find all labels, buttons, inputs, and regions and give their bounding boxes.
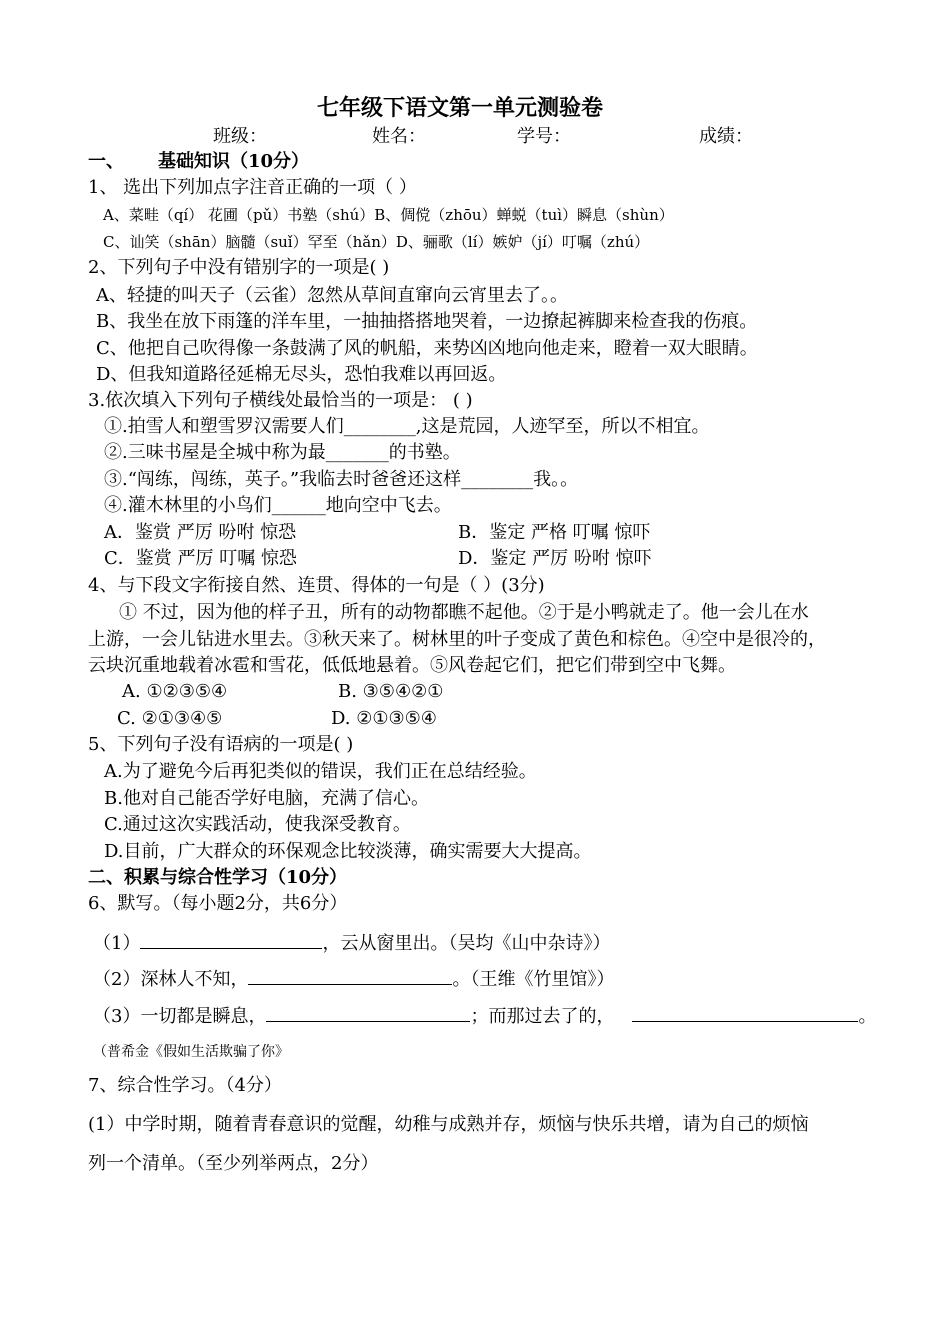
section-2-title: 二、积累与综合性学习（10分） — [88, 867, 348, 888]
question-4-option-d: D. ②①③⑤④ — [331, 708, 437, 729]
section-number: 一、 — [88, 151, 124, 172]
question-3-sentence-4: ④.灌木林里的小鸟们______地向空中飞去。 — [104, 495, 452, 516]
question-1-options-ab: A、菜畦（qí） 花圃（pǔ）书塾（shú）B、倜傥（zhōu）蝉蜕（tuì）瞬息（shùn） — [103, 206, 674, 224]
question-4-passage-line-2: 上游，一会儿钻进水里去。③秋天来了。树林里的叶子变成了黄色和棕色。④空中是很冷的， — [88, 629, 826, 650]
question-4-passage-line-1: ① 不过，因为他的样子丑，所有的动物都瞧不起他。②于是小鸭就走了。他一会儿在水 — [119, 602, 809, 623]
question-6-line-1-suffix: ，云从窗里出。（吴均《山中杂诗》） — [322, 933, 611, 954]
question-5-option-c: C.通过这次实践活动，使我深受教育。 — [104, 814, 411, 835]
name-label: 姓名： — [372, 126, 426, 147]
question-6-line-3-end: 。 — [858, 1006, 877, 1027]
student-number-label: 学号： — [517, 126, 571, 147]
question-1-stem: 1、 选出下列加点字注音正确的一项（ ） — [88, 177, 417, 198]
question-6-line-2-suffix: 。（王维《竹里馆》） — [452, 969, 615, 990]
question-6-line-3-prefix: （3）一切都是瞬息， — [93, 1006, 267, 1027]
question-6-line-2 — [93, 966, 614, 992]
question-6-line-2-prefix: （2）深林人不知， — [93, 969, 249, 990]
question-3-sentence-2: ②.三味书屋是全城中称为最_______的书塾。 — [104, 442, 461, 463]
answer-blank-1[interactable] — [140, 930, 322, 949]
answer-blank-2[interactable] — [248, 966, 452, 985]
question-2-option-b: B、我坐在放下雨篷的洋车里，一抽抽搭搭地哭着，一边撩起裤脚来检查我的伤痕。 — [96, 311, 758, 332]
question-5-option-a: A.为了避免今后再犯类似的错误，我们正在总结经验。 — [104, 761, 537, 782]
question-2-option-d: D、但我知道路径延棉无尽头，恐怕我难以再回返。 — [96, 364, 507, 385]
question-3-sentence-3: ③.“闯练，闯练，英子。”我临去时爸爸还这样________我。。 — [104, 469, 579, 490]
score-label: 成绩： — [699, 126, 753, 147]
question-2-stem: 2、下列句子中没有错别字的一项是( ) — [88, 257, 390, 278]
question-6-line-1 — [93, 930, 610, 956]
question-3-option-d: D．鉴定 严厉 吩咐 惊吓 — [458, 548, 652, 569]
question-6-line-1-prefix: （1） — [93, 933, 141, 954]
question-4-stem: 4、与下段文字衔接自然、连贯、得体的一句是（ ）(3分) — [88, 575, 545, 596]
question-7-text-line-1: (1）中学时期，随着青春意识的觉醒，幼稚与成熟并存，烦恼与快乐共增，请为自己的烦恼 — [88, 1114, 809, 1135]
question-2-option-c: C、他把自己吹得像一条鼓满了风的帆船，来势凶凶地向他走来，瞪着一双大眼睛。 — [96, 338, 758, 359]
question-7-text-line-2: 列一个清单。（至少列举两点，2分） — [88, 1153, 379, 1174]
question-4-passage-line-3: 云块沉重地载着冰雹和雪花，低低地悬着。⑤风卷起它们，把它们带到空中飞舞。 — [88, 655, 736, 676]
question-2-option-a: A、轻捷的叫天子（云雀）忽然从草间直窜向云宵里去了。。 — [96, 285, 568, 306]
question-4-option-b: B. ③⑤④②① — [338, 681, 444, 702]
question-6-stem: 6、默写。（每小题2分，共6分） — [88, 893, 348, 914]
section-title: 基础知识（10分） — [158, 151, 310, 172]
page-title: 七年级下语文第一单元测验卷 — [317, 95, 604, 121]
question-5-option-b: B.他对自己能否学好电脑，充满了信心。 — [104, 788, 429, 809]
question-3-option-b: B．鉴定 严格 叮嘱 惊吓 — [458, 522, 651, 543]
question-3-option-c: C．鉴赏 严厉 叮嘱 惊恐 — [104, 548, 297, 569]
question-5-stem: 5、下列句子没有语病的一项是( ) — [88, 734, 354, 755]
question-3-sentence-1: ①.拍雪人和塑雪罗汉需要人们________,这是荒园，人迹罕至，所以不相宜。 — [104, 416, 710, 437]
question-7-stem: 7、综合性学习。（4分） — [88, 1075, 282, 1096]
question-6-line-3-middle: ；而那过去了的， — [470, 1006, 615, 1027]
question-3-option-a: A．鉴赏 严厉 吩咐 惊恐 — [104, 522, 297, 543]
question-4-option-a: A. ①②③⑤④ — [122, 681, 228, 702]
class-label: 班级： — [213, 126, 267, 147]
answer-blank-3[interactable] — [266, 1003, 470, 1022]
question-6-source: （普希金《假如生活欺骗了你》 — [93, 1044, 289, 1060]
question-1-options-cd: C、讪笑（shān）脑髓（suǐ）罕至（hǎn）D、骊歌（lí）嫉妒（jí）叮嘱（zhú） — [103, 233, 650, 251]
question-5-option-d: D.目前，广大群众的环保观念比较淡薄，确实需要大大提高。 — [104, 841, 592, 862]
question-6-line-3 — [93, 1003, 876, 1029]
question-4-option-c: C. ②①③④⑤ — [117, 708, 223, 729]
answer-blank-4[interactable] — [632, 1003, 858, 1022]
question-3-stem: 3.依次填入下列句子横线处最恰当的一项是： ( ) — [88, 390, 473, 411]
